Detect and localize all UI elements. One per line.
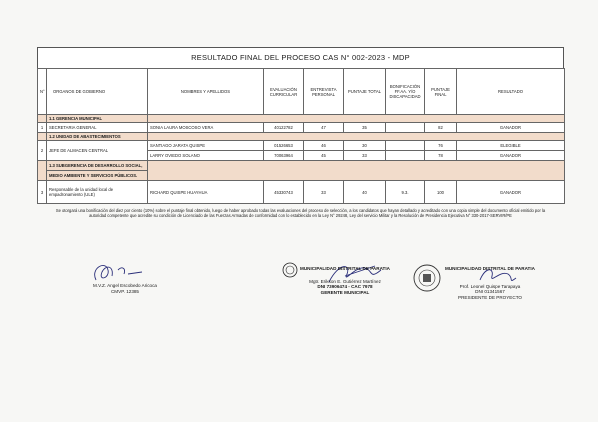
row-evaluacion: 45330743	[264, 181, 304, 204]
row-evaluacion: 40122782	[264, 123, 304, 133]
signer-role: PRESIDENTE DE PROYECTO	[458, 294, 522, 300]
signature-block-2	[290, 266, 400, 295]
row-bonificacion: 9.3.	[386, 181, 425, 204]
row-bonificacion	[386, 151, 425, 161]
header-row	[38, 69, 565, 115]
row-resultado: GANADOR	[457, 123, 565, 133]
row-puntaje-final: 78	[425, 151, 457, 161]
row-organo: SECRETARIA GENERAL	[47, 123, 148, 133]
header-puntaje-final: PUNTAJE FINAL	[425, 69, 457, 115]
signer-name: Mgtr. Erikson E. Gutiérrez Martínez	[309, 278, 381, 284]
header-entrevista: ENTREVISTA PERSONAL	[304, 69, 344, 115]
section-label: 1.1 GERENCIA MUNICIPAL	[47, 115, 148, 123]
results-document	[37, 47, 564, 218]
row-entrevista: 46	[304, 141, 344, 151]
row-num: 2	[38, 141, 47, 161]
section-label: 1.2 UNIDAD DE ABASTECIMIENTOS	[47, 133, 148, 141]
row-entrevista: 47	[304, 123, 344, 133]
row-resultado: GANADOR	[457, 181, 565, 204]
row-puntaje-total: 33	[344, 151, 386, 161]
row-nombre: LARRY OVIEDO SOLANO	[148, 151, 264, 161]
section-row	[38, 161, 565, 181]
row-evaluacion: 70063964	[264, 151, 304, 161]
signer-id: CMVP. 12385	[110, 288, 139, 294]
row-puntaje-final: 76	[425, 141, 457, 151]
row-evaluacion: 01526653	[264, 141, 304, 151]
header-nombres: NOMBRES Y APELLIDOS	[148, 69, 264, 115]
row-nombre: SANTIAGO JARATA QUISPE	[148, 141, 264, 151]
row-nombre: SONIA LAURA MOSCOSO VERA	[148, 123, 264, 133]
section-row	[38, 115, 565, 123]
row-puntaje-total: 35	[344, 123, 386, 133]
header-organo: ORGANOS DE GOBIERNO	[47, 69, 148, 115]
signature-block-3	[445, 266, 535, 300]
signer-id: DNI 73906474 - CAC 7978	[317, 284, 373, 290]
row-entrevista: 45	[304, 151, 344, 161]
header-resultado: RESULTADO	[457, 69, 565, 115]
row-bonificacion	[386, 123, 425, 133]
signature-block-1	[70, 283, 180, 294]
row-puntaje-final: 82	[425, 123, 457, 133]
row-organo: JEFE DE ALMACEN CENTRAL	[47, 141, 148, 161]
row-puntaje-final: 100	[425, 181, 457, 204]
row-resultado: ELEGIBLE	[457, 141, 565, 151]
row-organo: Responsable de la unidad local de empadronamiento (ULE)	[47, 181, 148, 204]
stamp-municipality: MUNICIPALIDAD DISTRITAL DE PARATIA	[300, 266, 390, 271]
row-puntaje-total: 40	[344, 181, 386, 204]
row-num: 3	[38, 181, 47, 204]
signer-name: M.V.Z. Angel Escobedo Aricoca	[93, 283, 157, 288]
row-num: 1	[38, 123, 47, 133]
section-label: MEDIO AMBIENTE Y SERVICIOS PÚBLICOS.	[49, 173, 138, 178]
header-puntaje-total: PUNTAJE TOTAL	[344, 69, 386, 115]
section-row	[38, 133, 565, 141]
row-nombre: RICHARD QUISPE HUAYHUA	[148, 181, 264, 204]
header-evaluacion: EVALUACIÓN CURRICULAR	[264, 69, 304, 115]
stamp-municipality: MUNICIPALIDAD DISTRITAL DE PARATIA	[445, 266, 535, 271]
signer-id: DNI 01341567	[475, 289, 505, 295]
row-puntaje-total: 30	[344, 141, 386, 151]
table-row	[38, 123, 565, 133]
row-bonificacion	[386, 141, 425, 151]
header-bonificacion: BONIFICACIÓN FF.AA. Y/O DISCAPACIDAD	[386, 69, 425, 115]
results-table	[37, 68, 565, 204]
section-label: 1.3 SUBGERENCIA DE DESARROLLO SOCIAL,	[47, 161, 147, 171]
row-entrevista: 33	[304, 181, 344, 204]
header-num: N°	[38, 69, 47, 115]
bonus-note: Se otorgará una bonificación del diez por ciento (10%) sobre el puntaje final obtenido, luego de haber aprobado todas las evaluaciones del proceso de selección, a los candidatos que hayan detallado y acreditado con una copia simple del documento oficial emitido por la autoridad competente que acredite su condición de Licenciado de las Fuerzas Armadas de conformidad con lo establecido en la Ley N° 29248, Ley del servicio Militar y la Resolución de Presidencia Ejecutiva N° 330-2017-SERVIR/PE	[55, 208, 546, 219]
table-row	[38, 181, 565, 204]
seal-stamp-3	[413, 264, 441, 292]
document-title: RESULTADO FINAL DEL PROCESO CAS N° 002-2023 - MDP	[37, 47, 564, 68]
row-resultado: GANADOR	[457, 151, 565, 161]
signer-role: GERENTE MUNICIPAL	[320, 289, 370, 295]
table-row	[38, 141, 565, 151]
signer-name: Prof. Leonel Quispe Tarapaya	[459, 283, 521, 289]
